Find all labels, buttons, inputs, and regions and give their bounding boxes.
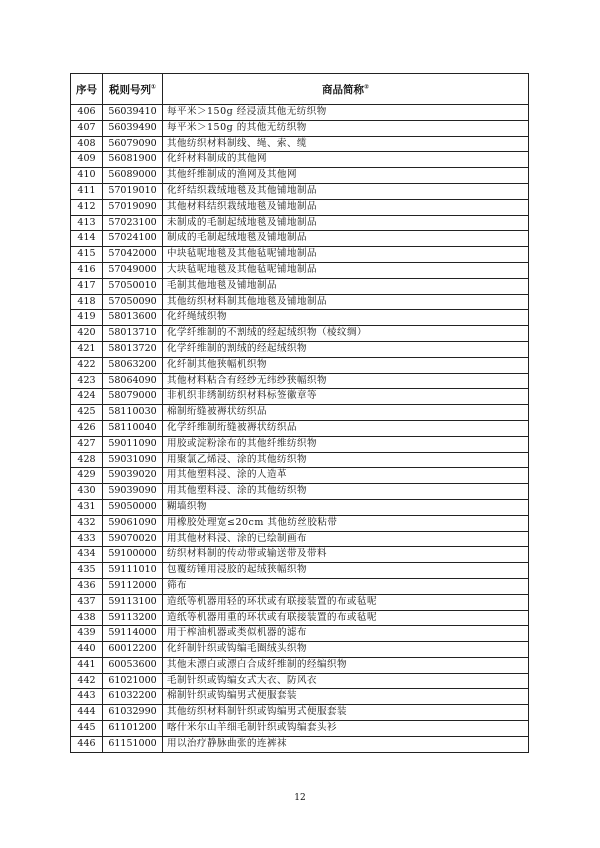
tariff-code: 61151000 [103, 736, 163, 752]
footnote-marker: ② [363, 83, 370, 90]
tariff-table [70, 73, 529, 753]
header-index: 序号 [71, 74, 103, 105]
table-row [71, 531, 529, 547]
product-name: 其他材料结织栽绒地毯及铺地制品 [163, 199, 529, 215]
table-row [71, 310, 529, 326]
tariff-code: 56079090 [103, 136, 163, 152]
table-header-row [71, 74, 529, 105]
row-index: 442 [71, 673, 103, 689]
tariff-code: 61032200 [103, 689, 163, 705]
tariff-code: 59100000 [103, 547, 163, 563]
tariff-code: 61032990 [103, 705, 163, 721]
table-row [71, 721, 529, 737]
row-index: 411 [71, 183, 103, 199]
product-name: 用以治疗静脉曲张的连裤袜 [163, 736, 529, 752]
product-name: 化学纤维制的不割绒的经起绒织物（棱纹绸） [163, 326, 529, 342]
page-number: 12 [294, 793, 306, 803]
row-index: 433 [71, 531, 103, 547]
product-name: 用于榨油机器或类似机器的滤布 [163, 626, 529, 642]
row-index: 413 [71, 215, 103, 231]
table-row [71, 736, 529, 752]
product-name: 用橡胶处理宽≤20cm 其他纺丝胶粘带 [163, 515, 529, 531]
tariff-code: 57049000 [103, 262, 163, 278]
row-index: 427 [71, 436, 103, 452]
tariff-code: 58013720 [103, 341, 163, 357]
tariff-code: 58063200 [103, 357, 163, 373]
row-index: 417 [71, 278, 103, 294]
product-name: 纺织材料制的传动带或输送带及带料 [163, 547, 529, 563]
tariff-code: 57019010 [103, 183, 163, 199]
tariff-code: 56039490 [103, 120, 163, 136]
table-row [71, 152, 529, 168]
tariff-code: 57023100 [103, 215, 163, 231]
product-name: 化纤绳绒织物 [163, 310, 529, 326]
product-name: 化学纤维制的割绒的经起绒织物 [163, 341, 529, 357]
table-row [71, 452, 529, 468]
product-name: 毛制其他地毯及铺地制品 [163, 278, 529, 294]
tariff-code: 57050090 [103, 294, 163, 310]
tariff-code: 56089000 [103, 168, 163, 184]
header-code: 税则号列① [103, 74, 163, 105]
table-row [71, 357, 529, 373]
tariff-code: 59070020 [103, 531, 163, 547]
row-index: 415 [71, 247, 103, 263]
table-row [71, 610, 529, 626]
product-name: 棉制绗缝被褥状纺织品 [163, 405, 529, 421]
tariff-code: 56039410 [103, 105, 163, 121]
table-body [71, 105, 529, 753]
table-row [71, 563, 529, 579]
product-name: 其他纤维制成的渔网及其他网 [163, 168, 529, 184]
product-name: 非机织非绣制纺织材料标签徽章等 [163, 389, 529, 405]
product-name: 糊墙织物 [163, 499, 529, 515]
row-index: 406 [71, 105, 103, 121]
row-index: 439 [71, 626, 103, 642]
row-index: 431 [71, 499, 103, 515]
tariff-code: 61101200 [103, 721, 163, 737]
product-name: 化纤材料制成的其他网 [163, 152, 529, 168]
row-index: 426 [71, 420, 103, 436]
row-index: 432 [71, 515, 103, 531]
tariff-code: 58110030 [103, 405, 163, 421]
row-index: 446 [71, 736, 103, 752]
product-name: 棉制针织或钩编男式便服套装 [163, 689, 529, 705]
row-index: 438 [71, 610, 103, 626]
product-name: 毛制针织或钩编女式大衣、防风衣 [163, 673, 529, 689]
tariff-code: 59111010 [103, 563, 163, 579]
product-name: 其他材料粘合有经纱无纬纱狭幅织物 [163, 373, 529, 389]
product-name: 未制成的毛制起绒地毯及铺地制品 [163, 215, 529, 231]
tariff-code: 59011090 [103, 436, 163, 452]
row-index: 435 [71, 563, 103, 579]
row-index: 422 [71, 357, 103, 373]
table-row [71, 262, 529, 278]
row-index: 419 [71, 310, 103, 326]
table-row [71, 626, 529, 642]
product-name: 每平米＞150g 的其他无纺织物 [163, 120, 529, 136]
table-row [71, 642, 529, 658]
product-name: 其他纺织材料制针织或钩编男式便服套装 [163, 705, 529, 721]
row-index: 434 [71, 547, 103, 563]
tariff-code: 59050000 [103, 499, 163, 515]
product-name: 筛布 [163, 578, 529, 594]
table-row [71, 436, 529, 452]
tariff-code: 60053600 [103, 657, 163, 673]
row-index: 425 [71, 405, 103, 421]
product-name: 用其他材料浸、涂的已绘制画布 [163, 531, 529, 547]
tariff-code: 57019090 [103, 199, 163, 215]
row-index: 428 [71, 452, 103, 468]
row-index: 429 [71, 468, 103, 484]
tariff-code: 58110040 [103, 420, 163, 436]
row-index: 441 [71, 657, 103, 673]
row-index: 423 [71, 373, 103, 389]
product-name: 喀什米尔山羊细毛制针织或钩编套头衫 [163, 721, 529, 737]
product-name: 大块毡呢地毯及其他毡呢铺地制品 [163, 262, 529, 278]
product-name: 用胶或淀粉涂布的其他纤维纺织物 [163, 436, 529, 452]
row-index: 410 [71, 168, 103, 184]
tariff-code: 58079000 [103, 389, 163, 405]
table-row [71, 231, 529, 247]
tariff-code: 59113100 [103, 594, 163, 610]
table-row [71, 389, 529, 405]
table-row [71, 420, 529, 436]
product-name: 造纸等机器用轻的环状或有联接装置的布或毡呢 [163, 594, 529, 610]
table-row [71, 120, 529, 136]
table-row [71, 341, 529, 357]
row-index: 443 [71, 689, 103, 705]
table-row [71, 657, 529, 673]
tariff-code: 58013710 [103, 326, 163, 342]
product-name: 用聚氯乙烯浸、涂的其他纺织物 [163, 452, 529, 468]
tariff-code: 59112000 [103, 578, 163, 594]
table-row [71, 578, 529, 594]
product-name: 包覆纺锤用浸胶的起绒狭幅织物 [163, 563, 529, 579]
tariff-code: 60012200 [103, 642, 163, 658]
table-row [71, 499, 529, 515]
tariff-code: 59031090 [103, 452, 163, 468]
header-name: 商品简称② [163, 74, 529, 105]
table-row [71, 373, 529, 389]
table-row [71, 594, 529, 610]
tariff-code: 59061090 [103, 515, 163, 531]
tariff-code: 59039090 [103, 484, 163, 500]
tariff-code: 59039020 [103, 468, 163, 484]
tariff-code: 56081900 [103, 152, 163, 168]
product-name: 造纸等机器用重的环状或有联接装置的布或毡呢 [163, 610, 529, 626]
row-index: 440 [71, 642, 103, 658]
table-row [71, 689, 529, 705]
product-name: 其他未漂白或漂白合成纤维制的经编织物 [163, 657, 529, 673]
table-row [71, 183, 529, 199]
product-name: 化纤结织栽绒地毯及其他铺地制品 [163, 183, 529, 199]
table-row [71, 673, 529, 689]
table-row [71, 136, 529, 152]
row-index: 418 [71, 294, 103, 310]
product-name: 每平米＞150g 经浸渍其他无纺织物 [163, 105, 529, 121]
product-name: 其他纺织材料制其他地毯及铺地制品 [163, 294, 529, 310]
table-row [71, 168, 529, 184]
row-index: 437 [71, 594, 103, 610]
row-index: 430 [71, 484, 103, 500]
row-index: 408 [71, 136, 103, 152]
product-name: 化纤制其他狭幅机织物 [163, 357, 529, 373]
product-name: 用其他塑料浸、涂的人造革 [163, 468, 529, 484]
product-name: 制成的毛制起绒地毯及铺地制品 [163, 231, 529, 247]
tariff-code: 61021000 [103, 673, 163, 689]
product-name: 中块毡呢地毯及其他毡呢铺地制品 [163, 247, 529, 263]
table-row [71, 705, 529, 721]
tariff-code: 59114000 [103, 626, 163, 642]
table-row [71, 294, 529, 310]
row-index: 420 [71, 326, 103, 342]
tariff-code: 57042000 [103, 247, 163, 263]
table-row [71, 326, 529, 342]
row-index: 424 [71, 389, 103, 405]
table-row [71, 105, 529, 121]
table-row [71, 278, 529, 294]
tariff-code: 57050010 [103, 278, 163, 294]
product-name: 化纤制针织或钩编毛圈绒头织物 [163, 642, 529, 658]
row-index: 416 [71, 262, 103, 278]
table-row [71, 405, 529, 421]
table-row [71, 468, 529, 484]
tariff-code: 57024100 [103, 231, 163, 247]
product-name: 其他纺织材料制线、绳、索、缆 [163, 136, 529, 152]
table-row [71, 247, 529, 263]
footnote-marker: ① [150, 83, 157, 90]
tariff-code: 59113200 [103, 610, 163, 626]
row-index: 407 [71, 120, 103, 136]
table-row [71, 215, 529, 231]
row-index: 436 [71, 578, 103, 594]
row-index: 421 [71, 341, 103, 357]
tariff-code: 58013600 [103, 310, 163, 326]
table-row [71, 515, 529, 531]
product-name: 化学纤维制绗缝被褥状纺织品 [163, 420, 529, 436]
tariff-code: 58064090 [103, 373, 163, 389]
row-index: 445 [71, 721, 103, 737]
row-index: 412 [71, 199, 103, 215]
table-row [71, 199, 529, 215]
product-name: 用其他塑料浸、涂的其他纺织物 [163, 484, 529, 500]
table-row [71, 547, 529, 563]
table-row [71, 484, 529, 500]
row-index: 414 [71, 231, 103, 247]
row-index: 444 [71, 705, 103, 721]
row-index: 409 [71, 152, 103, 168]
